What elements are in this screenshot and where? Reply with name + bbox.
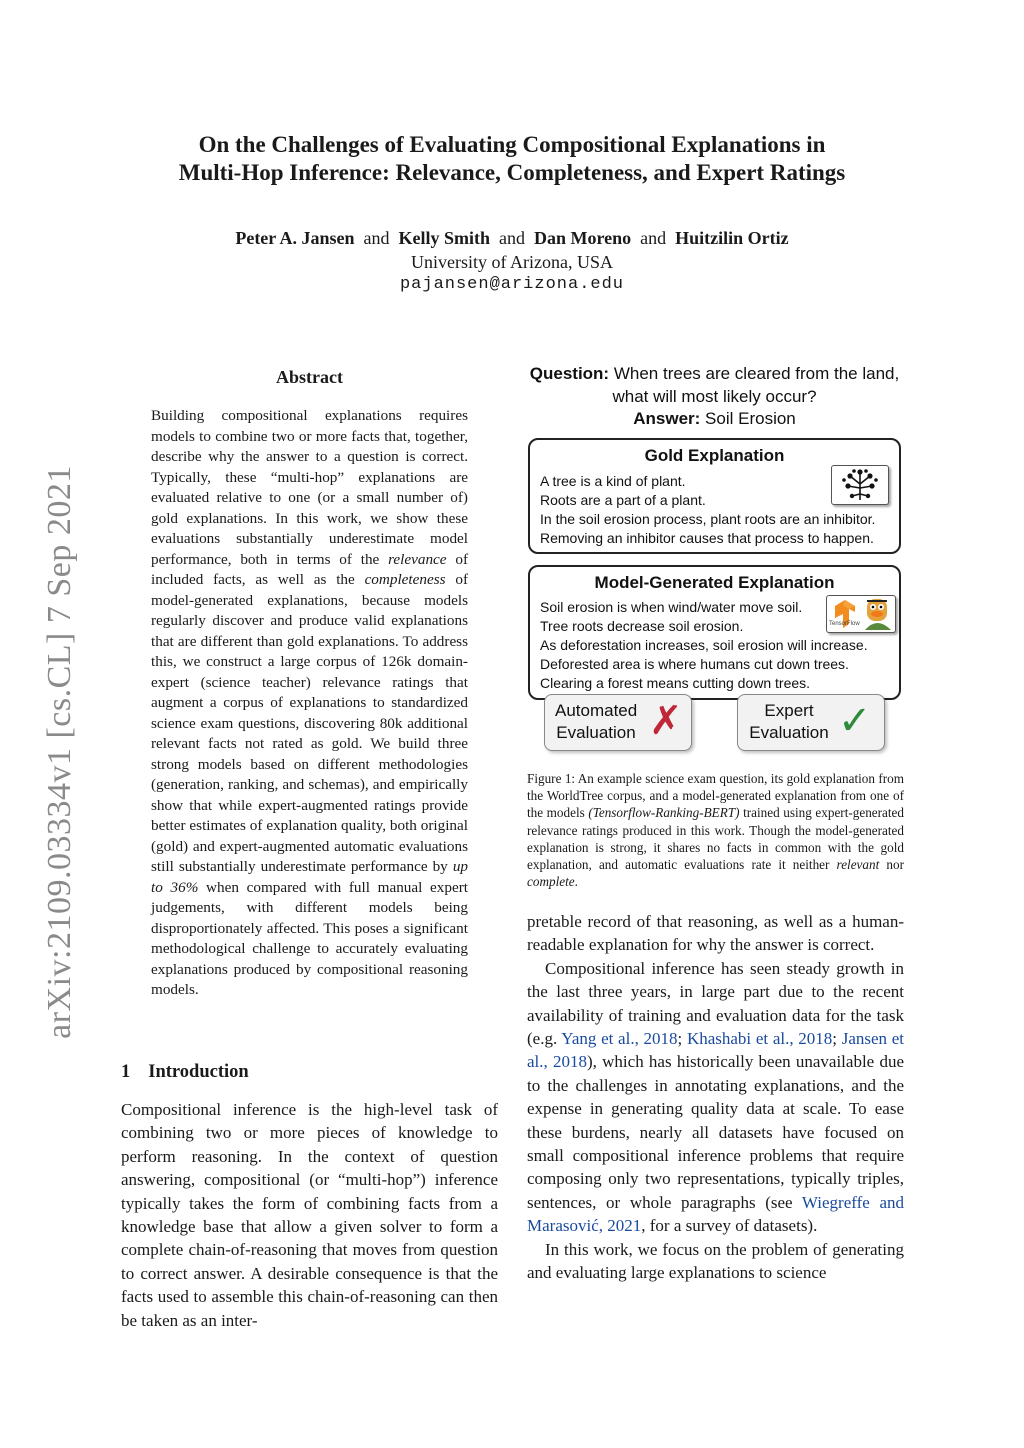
model-fact: Soil erosion is when wind/water move soil. <box>540 599 803 615</box>
answer-line <box>527 409 902 429</box>
expert-evaluation-label: Expert Evaluation <box>749 701 829 742</box>
paragraph: pretable record of that reasoning, as well as a human-readable explanation for why the answer is correct. <box>527 912 904 955</box>
intro-paragraph: Compositional inference is the high-level task of combining two or more pieces of knowledge to perform reasoning. In the context of question answering, compositional (or “multi-hop”) inference typically takes the form of combining facts from a knowledge base that allow a given solver to form a complete chain-of-reasoning that moves from question to correct answer. A desirable consequence is that the facts used to assemble this chain-of-reasoning can then be taken as an inter- <box>121 1100 498 1330</box>
automated-evaluation-label: Automated Evaluation <box>555 701 638 742</box>
intro-heading <box>121 1062 267 1083</box>
gold-explanation-title: Gold Explanation <box>644 446 785 465</box>
check-mark-icon: ✓ <box>838 698 872 744</box>
author-1: Peter A. Jansen <box>235 228 355 248</box>
expert-evaluation-card <box>737 694 885 751</box>
question-text-1: When trees are cleared from the land, <box>613 364 900 383</box>
question-text-2: what will most likely occur? <box>612 387 817 406</box>
arxiv-stamp: arXiv:2109.03334v1 [cs.CL] 7 Sep 2021 <box>41 465 78 1039</box>
author-2: Kelly Smith <box>398 228 490 248</box>
tensorflow-bert-icon <box>826 595 896 633</box>
right-column-text <box>527 910 904 1285</box>
author-connector: and <box>363 228 390 248</box>
title-line-2: Multi-Hop Inference: Relevance, Completeness, and Expert Ratings <box>178 160 846 185</box>
citation-link[interactable]: Khashabi et al., 2018 <box>686 1029 833 1049</box>
affiliation: University of Arizona, USA <box>411 252 613 272</box>
model-fact: Deforested area is where humans cut down trees. <box>540 656 849 672</box>
paper-title <box>100 131 924 187</box>
abstract-body: Building compositional explanations requires models to combine two or more facts that, together, describe why the answer to a question is correct. Typically, these “multi-hop” explanations are evaluated relative to one (or a small number of) gold explanations. In this work, we show these evaluations substantially underestimate model performance, both in terms of the relevance of included facts, as well as the completeness of model-generated explanations, because models regularly discover and produce valid explanations that are different than gold explanations. To address this, we construct a large corpus of 126k domain-expert (science teacher) relevance ratings that augment a corpus of explanations to standardized science exam questions, discovering 80k additional relevant facts not rated as gold. We build three strong models based on different methodologies (generation, ranking, and schemas), and empirically show that while expert-augmented ratings provide better estimates of explanation quality, both original (gold) and expert-augmented automatic evaluations still substantially underestimate performance by up to 36% when compared with full manual expert judgements, with different models being disproportionately affected. This poses a significant methodological challenge to accurately evaluating explanations produced by compositional reasoning models. <box>151 407 468 998</box>
author-4: Huitzilin Ortiz <box>675 228 789 248</box>
gold-fact: Roots are a part of a plant. <box>540 492 706 508</box>
answer-text: Soil Erosion <box>705 409 796 428</box>
tree-icon <box>831 465 889 505</box>
model-fact: Tree roots decrease soil erosion. <box>540 618 744 634</box>
citation-link[interactable]: Jansen et al., 2018 <box>527 1029 904 1072</box>
citation-link[interactable]: Yang et al., 2018 <box>561 1029 678 1049</box>
abstract-heading: Abstract <box>276 367 343 387</box>
answer-label: Answer: <box>633 409 701 428</box>
question-line <box>527 364 902 384</box>
gold-explanation-box <box>528 438 901 554</box>
paragraph: In this work, we focus on the problem of generating and evaluating large explanations to science <box>527 1239 904 1283</box>
question-label: Question: <box>529 364 610 383</box>
gold-fact: A tree is a kind of plant. <box>540 473 686 489</box>
paragraph: Compositional inference has seen steady growth in the last three years, in large part due to the recent availability of training and evaluation data for the task (e.g. Yang et al., 2018; Khashabi et al., 2018; Jansen et al., 2018), which has historically been unavailable due to the challenges in annotating explanations, and the expense in generating quality data at scale. To ease these burdens, nearly all datasets have focused on small compositional inference problems that require composing only two representations, typically triples, sentences, or whole paragraphs (see Wiegreffe and Marasović, 2021, for a survey of datasets). <box>527 958 904 1236</box>
author-connector: and <box>499 228 525 248</box>
section-title: Introduction <box>148 1062 249 1082</box>
tensorflow-logo-text: TensorFlow <box>829 621 860 627</box>
author-3: Dan Moreno <box>534 228 632 248</box>
model-fact: Clearing a forest means cutting down trees. <box>540 675 811 691</box>
author-list <box>100 226 924 250</box>
model-fact: As deforestation increases, soil erosion will increase. <box>540 637 868 653</box>
model-explanation-title: Model-Generated Explanation <box>594 573 835 592</box>
gold-fact: In the soil erosion process, plant roots are an inhibitor. <box>540 511 876 527</box>
figure-caption: Figure 1: An example science exam question, its gold explanation from the WorldTree corpus, and a model-generated explanation from one of the models (Tensorflow-Ranking-BERT) trained using expert-generated relevance ratings produced in this work. Though the model-generated explanation is strong, it shares no facts in common with the gold explanation, and automatic evaluations rate it neither relevant nor complete. <box>527 771 904 890</box>
title-line-1: On the Challenges of Evaluating Compositional Explanations in <box>198 132 826 157</box>
section-number: 1 <box>121 1062 131 1082</box>
author-email[interactable]: pajansen@arizona.edu <box>399 275 625 294</box>
gold-fact: Removing an inhibitor causes that process to happen. <box>540 530 874 546</box>
citation-link[interactable]: Wiegreffe and Marasović, 2021 <box>527 1192 904 1236</box>
x-mark-icon: ✗ <box>649 698 683 744</box>
author-connector: and <box>640 228 667 248</box>
model-explanation-box <box>528 565 901 700</box>
automated-evaluation-card <box>544 694 692 751</box>
